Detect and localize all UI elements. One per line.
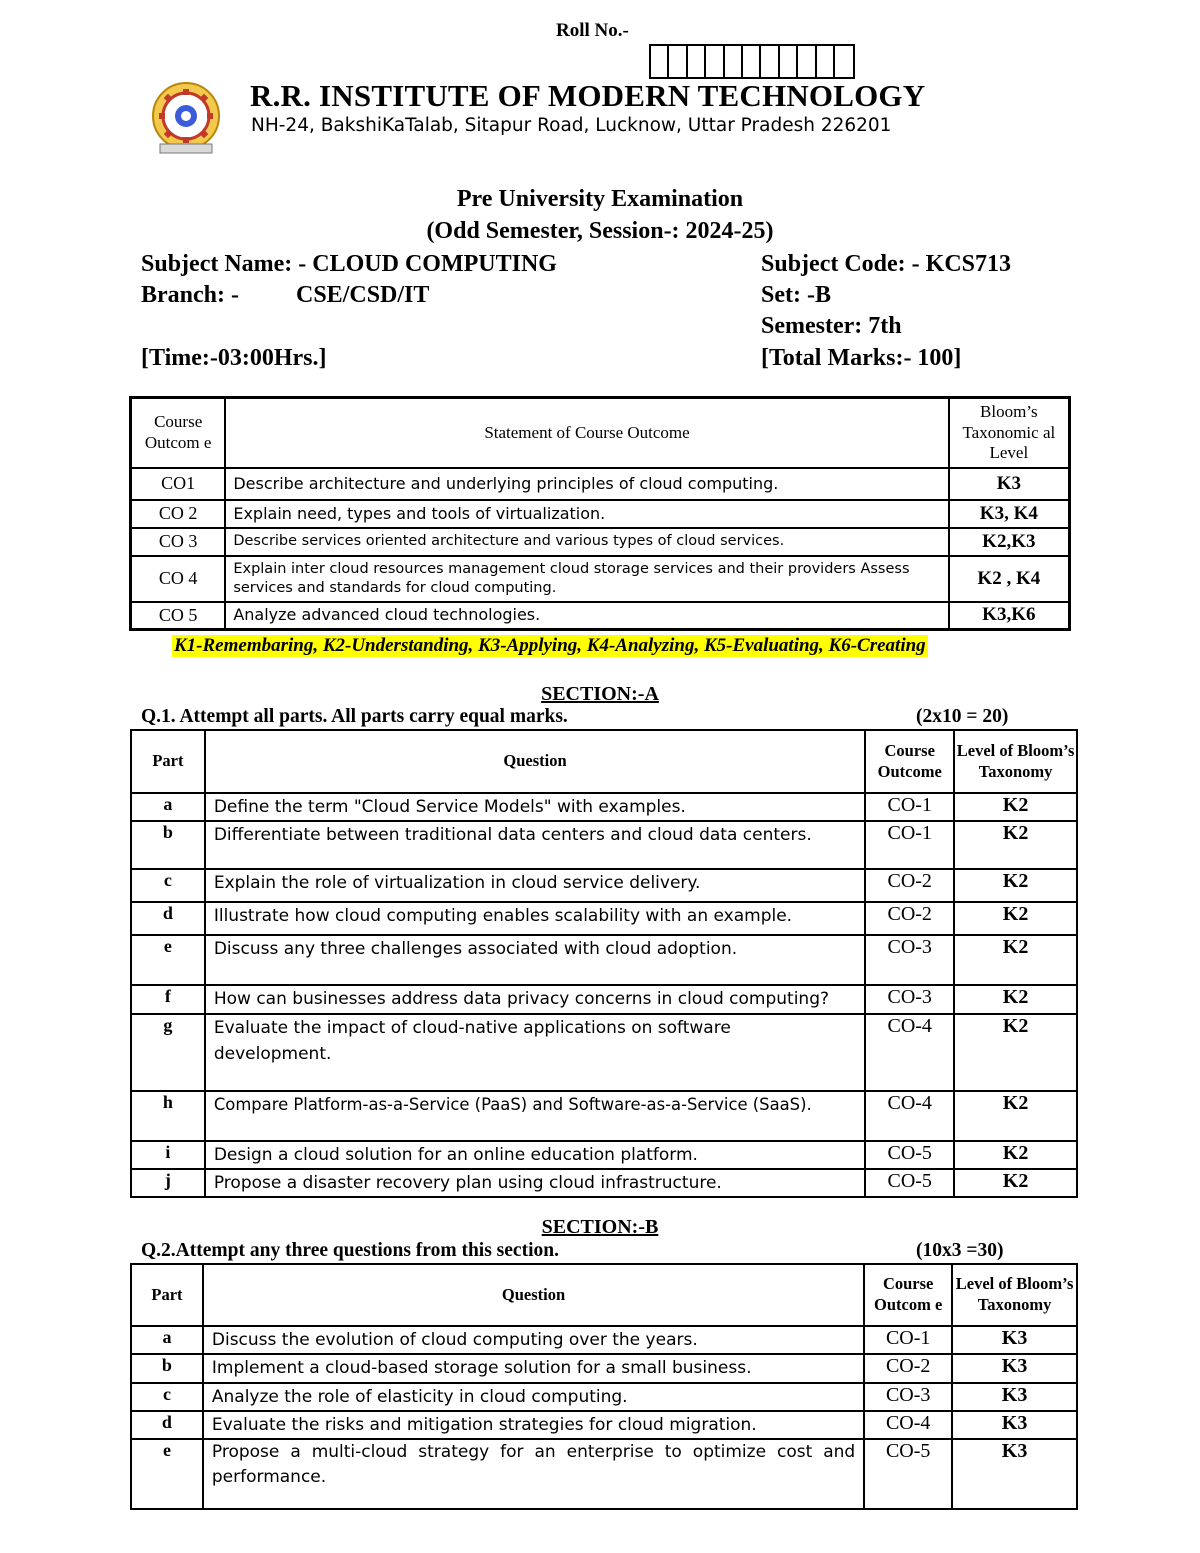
question-part: f [131,985,205,1013]
question-level: K3 [952,1326,1077,1354]
table-row [131,468,1070,500]
table-row [131,528,1070,556]
table-row [131,1383,1077,1411]
question-text: Illustrate how cloud computing enables scalability with an example. [205,902,865,935]
roll-digit-box[interactable] [780,46,798,77]
co-level: K3,K6 [949,602,1070,630]
table-row [131,1169,1077,1197]
section-b-instruction: Q.2.Attempt any three questions from this section. [141,1240,559,1261]
co-code: CO 3 [131,528,226,556]
question-co: CO-4 [864,1411,952,1439]
question-text: Discuss the evolution of cloud computing over the years. [203,1326,864,1354]
question-part: j [131,1169,205,1197]
question-level: K3 [952,1439,1077,1509]
table-row [131,902,1077,935]
roll-digit-box[interactable] [651,46,669,77]
table-row [131,1354,1077,1382]
question-part: a [131,1326,203,1354]
table-row [131,1439,1077,1509]
roll-number-label: Roll No.- [556,20,629,41]
co-code: CO 5 [131,602,226,630]
roll-digit-box[interactable] [725,46,743,77]
question-part: d [131,1411,203,1439]
question-text: How can businesses address data privacy concerns in cloud computing? [205,985,865,1013]
roll-digit-box[interactable] [743,46,761,77]
question-part: d [131,902,205,935]
total-marks: [Total Marks:- 100] [761,345,962,371]
section-a-marks: (2x10 = 20) [916,706,1009,727]
co-statement: Describe architecture and underlying principles of cloud computing. [225,468,948,500]
branch-value: CSE/CSD/IT [296,282,430,308]
exam-title: Pre University Examination [456,186,744,212]
roll-digit-box[interactable] [706,46,724,77]
section-b-title: SECTION:-B [541,1216,659,1238]
question-level: K2 [954,1169,1077,1197]
table-row [131,602,1070,630]
exam-time: [Time:-03:00Hrs.] [141,345,327,371]
roll-digit-box[interactable] [798,46,816,77]
question-co: CO-3 [865,985,954,1013]
table-header-row [131,730,1077,793]
question-text: Compare Platform-as-a-Service (PaaS) and Software-as-a-Service (SaaS). [205,1091,865,1141]
question-text: Design a cloud solution for an online education platform. [205,1141,865,1169]
question-text: Differentiate between traditional data centers and cloud data centers. [205,821,865,869]
roll-number-boxes[interactable] [649,44,855,79]
question-part: c [131,869,205,902]
question-text: Evaluate the impact of cloud-native applications on software development. [205,1014,865,1091]
question-level: K2 [954,1141,1077,1169]
table-header-row [131,1264,1077,1326]
section-b-table [130,1263,1078,1510]
institute-address: NH-24, BakshiKaTalab, Sitapur Road, Lucknow, Uttar Pradesh 226201 [251,115,892,136]
section-a-instruction: Q.1. Attempt all parts. All parts carry equal marks. [141,706,568,727]
table-row [131,869,1077,902]
roll-digit-box[interactable] [817,46,835,77]
question-level: K2 [954,1091,1077,1141]
question-part: i [131,1141,205,1169]
question-part: a [131,793,205,821]
question-text: Discuss any three challenges associated with cloud adoption. [205,935,865,985]
table-row [131,1141,1077,1169]
co-code: CO 4 [131,556,226,602]
institute-logo-icon [148,80,224,156]
question-part: b [131,1354,203,1382]
question-level: K3 [952,1411,1077,1439]
question-text: Propose a disaster recovery plan using cloud infrastructure. [205,1169,865,1197]
question-co: CO-2 [864,1354,952,1382]
question-co: CO-2 [865,869,954,902]
question-part: e [131,935,205,985]
bloom-level-header: Level of Bloom’s Taxonomy [954,730,1077,793]
question-level: K2 [954,1014,1077,1091]
course-outcome-table [129,396,1071,631]
bloom-level-header: Bloom’s Taxonomic al Level [949,398,1070,468]
question-level: K3 [952,1383,1077,1411]
co-code: CO 2 [131,500,226,528]
question-text: Propose a multi-cloud strategy for an enterprise to optimize cost and performance. [203,1439,864,1509]
exam-session: (Odd Semester, Session-: 2024-25) [426,218,774,244]
table-row [131,793,1077,821]
table-header-row [131,398,1070,468]
roll-digit-box[interactable] [835,46,853,77]
roll-digit-box[interactable] [688,46,706,77]
question-text: Define the term "Cloud Service Models" with examples. [205,793,865,821]
question-text: Evaluate the risks and mitigation strategies for cloud migration. [203,1411,864,1439]
institute-name: R.R. INSTITUTE OF MODERN TECHNOLOGY [250,78,926,113]
table-row [131,935,1077,985]
table-row [131,1411,1077,1439]
course-outcome-header: Course Outcom e [864,1264,952,1326]
co-level: K2,K3 [949,528,1070,556]
question-header: Question [205,730,865,793]
question-co: CO-1 [865,821,954,869]
co-level: K2 , K4 [949,556,1070,602]
question-level: K2 [954,935,1077,985]
question-part: c [131,1383,203,1411]
co-statement: Analyze advanced cloud technologies. [225,602,948,630]
question-co: CO-3 [864,1383,952,1411]
question-level: K2 [954,793,1077,821]
table-row [131,821,1077,869]
bloom-legend: K1-Remembaring, K2-Understanding, K3-Applying, K4-Analyzing, K5-Evaluating, K6-Creating [174,635,926,656]
question-part: b [131,821,205,869]
roll-digit-box[interactable] [761,46,779,77]
question-co: CO-5 [865,1141,954,1169]
co-statement: Describe services oriented architecture and various types of cloud services. [225,528,948,556]
table-row [131,500,1070,528]
question-text: Implement a cloud-based storage solution for a small business. [203,1354,864,1382]
question-level: K3 [952,1354,1077,1382]
question-part: h [131,1091,205,1141]
question-co: CO-2 [865,902,954,935]
bloom-level-header: Level of Bloom’s Taxonomy [952,1264,1077,1326]
section-a-title: SECTION:-A [541,683,659,705]
question-level: K2 [954,902,1077,935]
question-co: CO-4 [865,1091,954,1141]
co-statement: Explain need, types and tools of virtualization. [225,500,948,528]
question-part: g [131,1014,205,1091]
branch-label: Branch: - [141,282,239,308]
question-header: Question [203,1264,864,1326]
section-a-table [130,729,1078,1198]
question-text: Explain the role of virtualization in cloud service delivery. [205,869,865,902]
co-statement: Explain inter cloud resources management cloud storage services and their providers Assess services and standards for cloud computing. [225,556,948,602]
question-co: CO-1 [864,1326,952,1354]
co-header: Course Outcom e [131,398,226,468]
question-co: CO-3 [865,935,954,985]
co-code: CO1 [131,468,226,500]
question-co: CO-1 [865,793,954,821]
part-header: Part [131,1264,203,1326]
table-row [131,985,1077,1013]
question-level: K2 [954,821,1077,869]
question-co: CO-5 [865,1169,954,1197]
question-text: Analyze the role of elasticity in cloud computing. [203,1383,864,1411]
table-row [131,556,1070,602]
question-part: e [131,1439,203,1509]
question-co: CO-5 [864,1439,952,1509]
table-row [131,1091,1077,1141]
question-level: K2 [954,869,1077,902]
question-level: K2 [954,985,1077,1013]
roll-digit-box[interactable] [669,46,687,77]
subject-name: Subject Name: - CLOUD COMPUTING [141,251,557,277]
question-co: CO-4 [865,1014,954,1091]
exam-set: Set: -B [761,282,831,308]
statement-header: Statement of Course Outcome [225,398,948,468]
course-outcome-header: Course Outcome [865,730,954,793]
semester: Semester: 7th [761,313,902,339]
co-level: K3, K4 [949,500,1070,528]
subject-code: Subject Code: - KCS713 [761,251,1011,277]
co-level: K3 [949,468,1070,500]
table-row [131,1014,1077,1091]
part-header: Part [131,730,205,793]
section-b-marks: (10x3 =30) [916,1240,1004,1261]
table-row [131,1326,1077,1354]
